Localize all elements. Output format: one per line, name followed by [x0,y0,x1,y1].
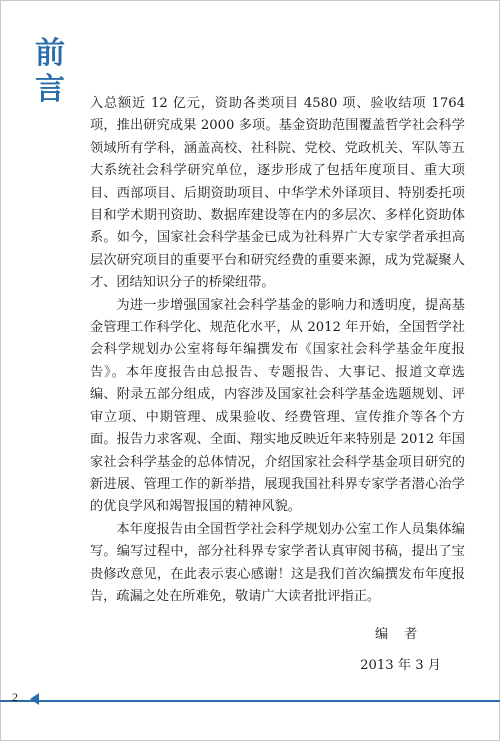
page-number: 2 [12,690,18,704]
paragraph-1: 入总额近 12 亿元，资助各类项目 4580 项、验收结项 1764 项，推出研究成果 2000 多项。基金资助范围覆盖哲学社会科学领域所有学科，涵盖高校、社科院、党校、党政机关、军队等五大系统社会科学研究单位，逐步形成了包括年度项目、重大项目、西部项目、后期资助项目、中华学术外译项目、特别委托项目和学术期刊资助、数据库建设等在内的多层次、多样化资助体系。如今，国家社会科学基金已成为社科界广大专家学者承担高层次研究项目的重要平台和研究经费的重要来源，成为党凝聚人才、团结知识分子的桥梁纽带。 [90,96,465,291]
page-marker-arrow-icon [30,693,39,705]
footer-rule [0,700,500,702]
date-line: 2013 年 3 月 [360,657,441,673]
title-char-2: 言 [35,72,65,107]
author-signature: 编者 [374,627,433,643]
paragraph-2: 为进一步增强国家社会科学基金的影响力和透明度，提高基金管理工作科学化、规范化水平，从 2012 年开始，全国哲学社会科学规划办公室将每年编撰发布《国家社会科学基金年度报告》。本年度报告由总报告、专题报告、大事记、报道文章选编、附录五部分组成，内容涉及国家社会科学基金选题规划、评审立项、中期管理、成果验收、经费管理、宣传推介等各个方面。报告力求客观、全面、翔实地反映近年来特别是 2012 年国家社会科学基金的总体情况，介绍国家社会科学基金项目研究的新进展、管理工作的新举措，展现我国社科界专家学者潜心治学的优良学风和竭智报国的精神风貌。 [90,297,465,515]
paragraph-3: 本年度报告由全国哲学社会科学规划办公室工作人员集体编写。编写过程中，部分社科界专家学者认真审阅书稿，提出了宝贵修改意见，在此表示衷心感谢！这是我们首次编撰发布年度报告，疏漏之处在所难免，敬请广大读者批评指正。 [90,521,465,604]
title-char-1: 前 [35,36,65,71]
section-title [32,36,68,108]
body-text [90,93,465,677]
